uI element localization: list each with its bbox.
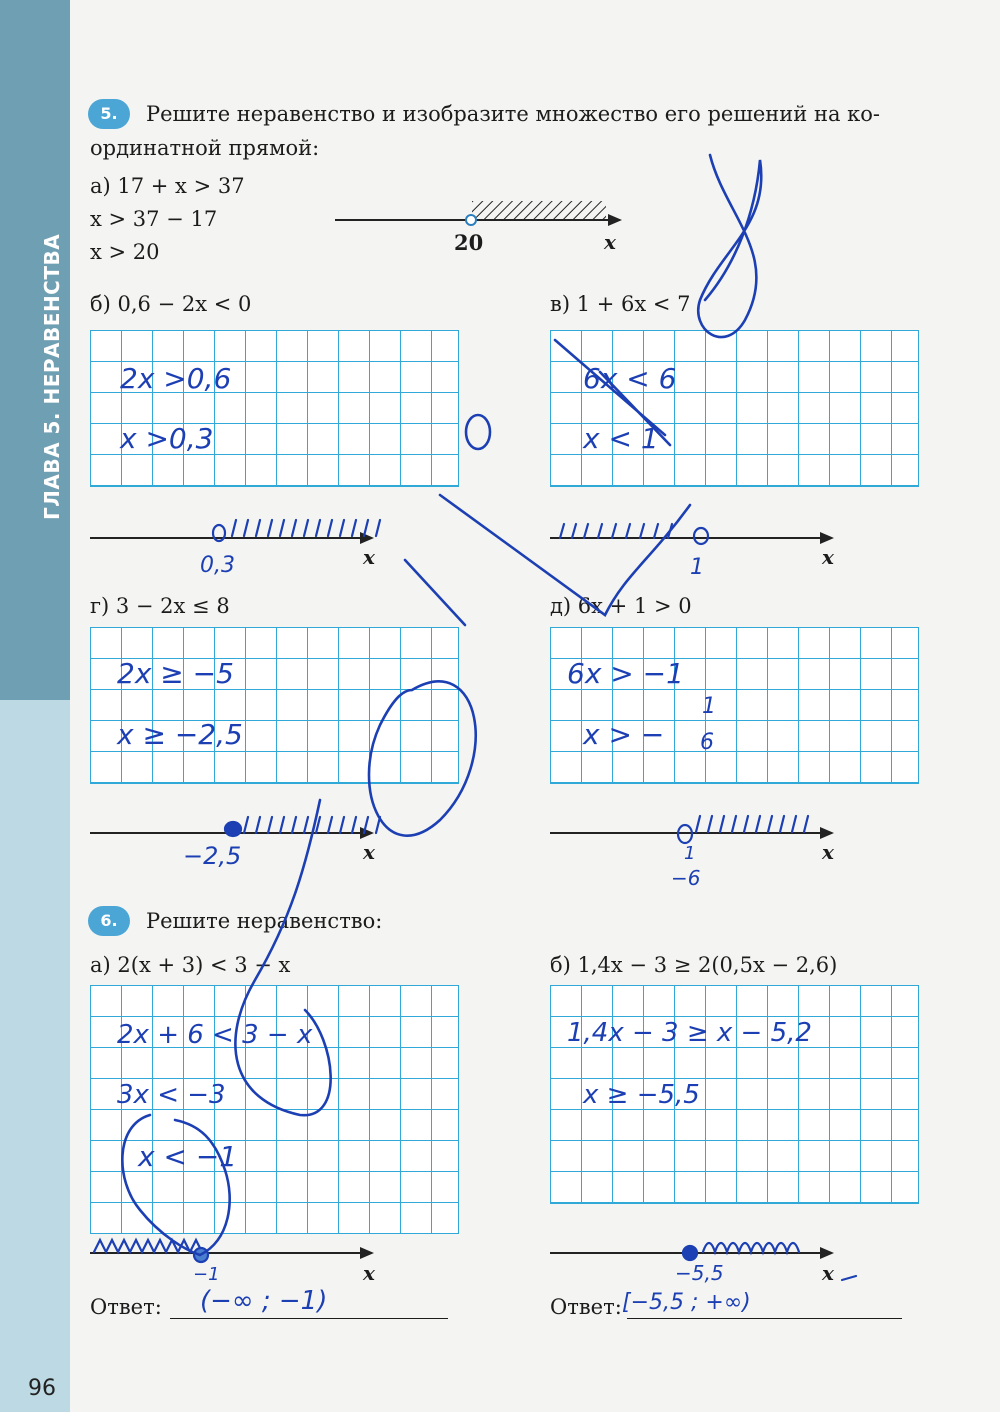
task-6b-hatching bbox=[703, 1243, 799, 1252]
task-6a-hw-line3: x < −1 bbox=[138, 1140, 238, 1173]
task-5g-point-label: −2,5 bbox=[183, 842, 242, 870]
task-6b-answer: [−5,5 ; +∞) bbox=[622, 1290, 751, 1315]
task-5-text-line2: ординатной прямой: bbox=[90, 136, 320, 160]
task-5a-label: а) 17 + x > 37 bbox=[90, 174, 245, 198]
task-5b-point-label: 0,3 bbox=[200, 553, 235, 578]
task-5-badge: 5. bbox=[88, 99, 130, 129]
task-6a-label: а) 2(x + 3) < 3 − x bbox=[90, 953, 291, 977]
task-5b-hw-line2: x >0,3 bbox=[120, 422, 214, 455]
task-5a-step1: x > 37 − 17 bbox=[90, 207, 218, 231]
task-5v-hatching bbox=[560, 524, 672, 538]
task-5b-axis-label: x bbox=[363, 545, 375, 569]
task-5d-point-mark bbox=[678, 825, 692, 843]
task-6b-axis-label: x bbox=[822, 1261, 834, 1285]
task-5g-hw-line2: x ≥ −2,5 bbox=[117, 718, 243, 751]
task-5d-hw-line1: 6x > −1 bbox=[567, 657, 684, 690]
task-5d-label: д) 6x + 1 > 0 bbox=[550, 594, 692, 618]
task-5a-axis-label: x bbox=[604, 230, 616, 254]
task-5a-step2: x > 20 bbox=[90, 240, 160, 264]
task-5g-axis-label: x bbox=[363, 840, 375, 864]
task-5v-hw-line1: 6x < 6 bbox=[583, 362, 677, 395]
task-5d-point-den: −6 bbox=[671, 866, 701, 890]
task-6-title: Решите неравенство: bbox=[146, 909, 383, 933]
task-5-text-line1: Решите неравенство и изобразите множество его решений на ко- bbox=[146, 102, 881, 126]
page-number: 96 bbox=[28, 1376, 56, 1401]
task-5v-hw-line2: x < 1 bbox=[583, 422, 659, 455]
task-6b-label: б) 1,4x − 3 ≥ 2(0,5x − 2,6) bbox=[550, 953, 838, 977]
task-5v-label: в) 1 + 6x < 7 bbox=[550, 292, 691, 316]
task-5b-hw-line1: 2x >0,6 bbox=[120, 362, 232, 395]
task-5g-point-mark bbox=[225, 822, 241, 836]
task-5b-point-mark bbox=[213, 525, 225, 541]
task-5a-hatching bbox=[472, 201, 606, 219]
task-5a-point-label: 20 bbox=[454, 230, 484, 255]
task-6b-point-label: −5,5 bbox=[675, 1261, 724, 1285]
task-6b-answer-label: Ответ: bbox=[550, 1295, 622, 1319]
task-5v-axis-label: x bbox=[822, 545, 834, 569]
task-5d-frac-num: 1 bbox=[702, 694, 716, 719]
task-6a-answer: (−∞ ; −1) bbox=[200, 1286, 328, 1316]
task-6a-axis-label: x bbox=[363, 1261, 375, 1285]
task-5d-hatching bbox=[696, 816, 808, 832]
task-5b-hatching bbox=[232, 520, 380, 536]
task-6b-extra-stroke bbox=[842, 1276, 856, 1280]
task-6-badge: 6. bbox=[88, 906, 130, 936]
task-5v-point-mark bbox=[694, 528, 708, 544]
task-6a-answer-label: Ответ: bbox=[90, 1295, 162, 1319]
task-6a-hw-line2: 3x < −3 bbox=[117, 1080, 226, 1110]
task-6b-point-mark bbox=[683, 1246, 697, 1260]
task-6a-point-label: −1 bbox=[193, 1264, 220, 1285]
chapter-title: ГЛАВА 5. НЕРАВЕНСТВА bbox=[40, 233, 64, 520]
task-5v-point-label: 1 bbox=[690, 555, 704, 580]
task-5d-point-num: 1 bbox=[684, 843, 696, 864]
task-6b-hw-line2: x ≥ −5,5 bbox=[583, 1080, 700, 1110]
task-5b-label: б) 0,6 − 2x < 0 bbox=[90, 292, 252, 316]
task-5g-label: г) 3 − 2x ≤ 8 bbox=[90, 594, 230, 618]
pen-scribble bbox=[122, 155, 761, 1255]
task-5d-frac-den: 6 bbox=[700, 730, 714, 755]
task-5g-hw-line1: 2x ≥ −5 bbox=[117, 657, 234, 690]
task-5d-hw-line2: x > − bbox=[583, 718, 665, 751]
task-6a-hw-line1: 2x + 6 < 3 − x bbox=[117, 1020, 313, 1050]
task-5a-open-point bbox=[466, 215, 476, 225]
task-6b-hw-line1: 1,4x − 3 ≥ x − 5,2 bbox=[567, 1018, 812, 1048]
task-5d-axis-label: x bbox=[822, 840, 834, 864]
